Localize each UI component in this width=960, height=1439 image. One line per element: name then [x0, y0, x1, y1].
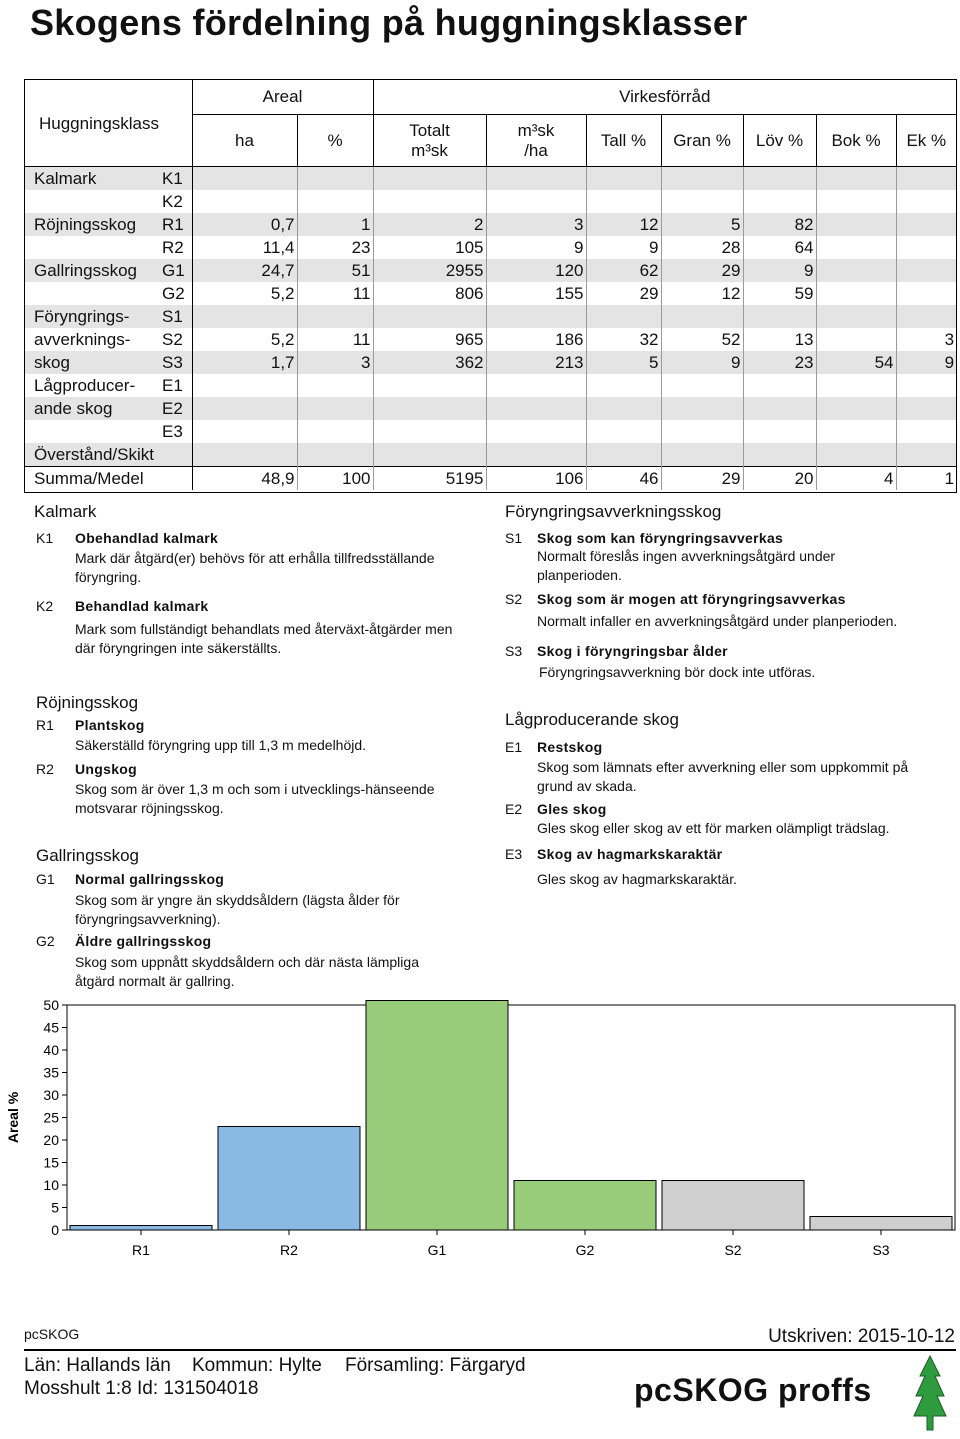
- tree-logo-icon: [912, 1354, 948, 1434]
- cell-tot: [373, 443, 486, 467]
- def-text-line: föryngring.: [75, 569, 142, 585]
- bar-S2: [662, 1181, 804, 1231]
- row-label: ande skog: [25, 397, 162, 420]
- cell-ek: [896, 282, 956, 305]
- table-row: [25, 374, 956, 397]
- footer-brand: pcSKOG: [24, 1326, 80, 1342]
- cell-pct: 11: [297, 282, 373, 305]
- def-title: Skog som kan föryngringsavverkas: [537, 530, 784, 546]
- y-tick-label: 0: [51, 1222, 59, 1238]
- cell-bok: [816, 282, 896, 305]
- bar-G1: [366, 1001, 508, 1231]
- cell-ha: [192, 167, 297, 191]
- cell-ek: [896, 397, 956, 420]
- cell-m3ha: 155: [486, 282, 586, 305]
- cell-tall: [586, 397, 661, 420]
- row-code: G2: [162, 282, 192, 305]
- header-ek: Ek %: [896, 115, 956, 167]
- cell-ha: 11,4: [192, 236, 297, 259]
- cell-tall: [586, 374, 661, 397]
- cell-m3ha: 106: [486, 467, 586, 491]
- def-text: Säkerställd föryngring upp till 1,3 m medelhöjd.: [75, 737, 367, 753]
- cell-bok: [816, 167, 896, 191]
- cell-ha: [192, 305, 297, 328]
- cell-ha: 1,7: [192, 351, 297, 374]
- def-text-line: föryngringsavverkning).: [75, 911, 221, 927]
- cell-gran: 29: [661, 467, 743, 491]
- def-text: [75, 620, 452, 658]
- row-code: G1: [162, 259, 192, 282]
- table-row: [25, 282, 956, 305]
- cell-gran: 29: [661, 259, 743, 282]
- cell-bok: 4: [816, 467, 896, 491]
- def-text: [537, 547, 835, 585]
- cell-gran: [661, 374, 743, 397]
- bar-S3: [810, 1217, 952, 1231]
- def-text: Normalt infaller en avverkningsåtgärd under planperioden.: [537, 613, 898, 629]
- row-label: [25, 190, 162, 213]
- row-code: S3: [162, 351, 192, 374]
- cell-pct: [297, 374, 373, 397]
- header-m3ha-line2: /ha: [524, 140, 548, 160]
- def-text-line: Skog som är yngre än skyddsåldern (lägsta ålder för: [75, 892, 400, 908]
- def-text: [75, 891, 400, 929]
- section-rojning-heading: Röjningsskog: [36, 693, 139, 712]
- def-text-line: grund av skada.: [537, 778, 637, 794]
- section-foryngring-heading: Föryngringsavverkningsskog: [505, 502, 722, 521]
- cell-lov: [743, 420, 816, 443]
- cell-bok: [816, 259, 896, 282]
- cell-ha: [192, 190, 297, 213]
- cell-m3ha: 9: [486, 236, 586, 259]
- areal-bar-chart: [0, 995, 960, 1265]
- def-code: E3: [505, 846, 523, 862]
- row-label: Röjningsskog: [25, 213, 162, 236]
- def-text-line: Skog som uppnått skyddsåldern och där nästa lämpliga: [75, 954, 419, 970]
- def-text-line: där föryngringen inte säkerställts.: [75, 640, 282, 656]
- cell-bok: [816, 420, 896, 443]
- footer-forsamling: Församling: Färgaryd: [345, 1355, 526, 1376]
- def-text: Gles skog av hagmarkskaraktär.: [537, 871, 737, 887]
- cell-gran: 5: [661, 213, 743, 236]
- row-code: [162, 467, 192, 491]
- cell-gran: 28: [661, 236, 743, 259]
- cell-tot: 362: [373, 351, 486, 374]
- table-body: [25, 167, 956, 491]
- cell-lov: 20: [743, 467, 816, 491]
- y-tick-label: 5: [51, 1199, 59, 1216]
- footer-lan: Län: Hallands län: [24, 1355, 171, 1376]
- cell-tot: [373, 397, 486, 420]
- cell-m3ha: [486, 420, 586, 443]
- cell-pct: 3: [297, 351, 373, 374]
- def-code: E2: [505, 801, 523, 817]
- cell-lov: [743, 305, 816, 328]
- cell-m3ha: [486, 443, 586, 467]
- cell-ha: [192, 420, 297, 443]
- def-text: [75, 953, 419, 991]
- def-text-line: åtgärd normalt är gallring.: [75, 973, 235, 989]
- cell-tall: 32: [586, 328, 661, 351]
- cell-gran: 52: [661, 328, 743, 351]
- cell-m3ha: 120: [486, 259, 586, 282]
- cell-m3ha: [486, 305, 586, 328]
- cell-ek: [896, 213, 956, 236]
- row-label: Gallringsskog: [25, 259, 162, 282]
- cell-pct: 51: [297, 259, 373, 282]
- footer-printed-date: Utskriven: 2015-10-12: [768, 1326, 955, 1347]
- def-text: [75, 780, 435, 818]
- row-code: R2: [162, 236, 192, 259]
- table-row: [25, 213, 956, 236]
- def-text: Föryngringsavverkning bör dock inte utföras.: [539, 664, 816, 680]
- cell-bok: [816, 397, 896, 420]
- row-label: Kalmark: [25, 167, 162, 191]
- cell-tall: 62: [586, 259, 661, 282]
- row-label: [25, 420, 162, 443]
- cell-gran: [661, 305, 743, 328]
- cell-pct: 100: [297, 467, 373, 491]
- cell-bok: 54: [816, 351, 896, 374]
- cell-m3ha: [486, 397, 586, 420]
- cell-bok: [816, 328, 896, 351]
- cell-gran: [661, 190, 743, 213]
- cell-ha: 48,9: [192, 467, 297, 491]
- y-tick-label: 20: [43, 1132, 59, 1148]
- def-text: [75, 549, 435, 587]
- def-code: G2: [36, 933, 55, 949]
- section-kalmark-heading: Kalmark: [34, 502, 97, 521]
- header-gran: Gran %: [661, 115, 743, 167]
- cell-bok: [816, 374, 896, 397]
- def-code: R1: [36, 717, 54, 733]
- def-code: E1: [505, 739, 523, 755]
- table-row: [25, 328, 956, 351]
- plot-area: [67, 1005, 955, 1230]
- cell-pct: [297, 443, 373, 467]
- table-row: [25, 467, 956, 491]
- cell-m3ha: 186: [486, 328, 586, 351]
- cell-ek: 1: [896, 467, 956, 491]
- cell-ek: [896, 443, 956, 467]
- cell-ek: [896, 190, 956, 213]
- def-title: Restskog: [537, 739, 603, 755]
- y-tick-label: 35: [43, 1064, 59, 1081]
- header-huggningsklass: Huggningsklass: [25, 80, 192, 167]
- cell-m3ha: [486, 167, 586, 191]
- cell-tot: 806: [373, 282, 486, 305]
- cell-bok: [816, 236, 896, 259]
- cell-tall: [586, 443, 661, 467]
- def-title: Obehandlad kalmark: [75, 530, 219, 546]
- cell-lov: [743, 397, 816, 420]
- cell-gran: [661, 420, 743, 443]
- header-m3ha: [486, 115, 586, 167]
- def-text-line: Skog som är över 1,3 m och som i utvecklings-hänseende: [75, 781, 435, 797]
- def-text: [537, 758, 908, 796]
- header-totalt-line1: Totalt: [409, 120, 450, 140]
- cell-m3ha: 3: [486, 213, 586, 236]
- cell-lov: 9: [743, 259, 816, 282]
- cell-lov: 82: [743, 213, 816, 236]
- header-totalt: [373, 115, 486, 167]
- y-tick-label: 40: [43, 1042, 59, 1058]
- cell-bok: [816, 190, 896, 213]
- cell-tot: 2955: [373, 259, 486, 282]
- def-title: Skog i föryngringsbar ålder: [537, 643, 728, 659]
- cell-tall: 29: [586, 282, 661, 305]
- row-code: E2: [162, 397, 192, 420]
- footer-estate: Mosshult 1:8 Id: 131504018: [24, 1378, 259, 1399]
- def-text-line: Mark där åtgärd(er) behövs för att erhålla tillfredsställande: [75, 550, 435, 566]
- cell-ha: [192, 397, 297, 420]
- cell-pct: [297, 420, 373, 443]
- cell-lov: [743, 443, 816, 467]
- cell-tot: [373, 305, 486, 328]
- def-title: Äldre gallringsskog: [75, 933, 212, 949]
- cell-pct: 23: [297, 236, 373, 259]
- header-totalt-line2: m³sk: [411, 140, 448, 160]
- def-title: Skog av hagmarkskaraktär: [537, 846, 723, 862]
- row-code: E3: [162, 420, 192, 443]
- def-text-line: planperioden.: [537, 567, 622, 583]
- y-tick-label: 15: [43, 1154, 59, 1171]
- cell-pct: 11: [297, 328, 373, 351]
- x-tick-label: R2: [280, 1242, 298, 1258]
- table-row: [25, 397, 956, 420]
- table-row: [25, 351, 956, 374]
- cell-m3ha: [486, 374, 586, 397]
- cell-m3ha: [486, 190, 586, 213]
- def-title: Normal gallringsskog: [75, 871, 225, 887]
- cell-lov: 13: [743, 328, 816, 351]
- header-tall: Tall %: [586, 115, 661, 167]
- table-row: [25, 167, 956, 191]
- y-tick-label: 30: [43, 1087, 59, 1103]
- row-label: [25, 282, 162, 305]
- cell-ek: [896, 236, 956, 259]
- cell-tot: 2: [373, 213, 486, 236]
- def-code: R2: [36, 761, 54, 777]
- cell-ek: [896, 374, 956, 397]
- def-text-line: Mark som fullständigt behandlats med återväxt-åtgärder men: [75, 621, 453, 637]
- x-tick-label: R1: [132, 1242, 150, 1258]
- row-code: R1: [162, 213, 192, 236]
- bar-G2: [514, 1181, 656, 1231]
- header-areal: Areal: [192, 80, 373, 115]
- cell-tall: [586, 167, 661, 191]
- table-row: [25, 305, 956, 328]
- def-code: K1: [36, 530, 54, 546]
- def-code: S1: [505, 530, 523, 546]
- header-virkesforrad: Virkesförråd: [373, 80, 956, 115]
- header-m3ha-line1: m³sk: [517, 120, 555, 140]
- def-title: Behandlad kalmark: [75, 598, 209, 614]
- row-label: avverknings-: [25, 328, 162, 351]
- cell-pct: [297, 305, 373, 328]
- def-code: S2: [505, 591, 523, 607]
- cell-ha: [192, 443, 297, 467]
- page-title: Skogens fördelning på huggningsklasser: [30, 2, 748, 43]
- pcskog-proffs-logo: pcSKOG proffs: [634, 1372, 872, 1408]
- x-tick-label: G2: [575, 1242, 595, 1258]
- cell-lov: 64: [743, 236, 816, 259]
- cell-gran: [661, 443, 743, 467]
- x-tick-label: G1: [427, 1242, 447, 1258]
- header-ha: ha: [192, 115, 297, 167]
- def-title: Plantskog: [75, 717, 145, 733]
- cell-gran: [661, 397, 743, 420]
- cell-tall: 46: [586, 467, 661, 491]
- cell-ek: [896, 305, 956, 328]
- header-pct: %: [297, 115, 373, 167]
- def-code: S3: [505, 643, 523, 659]
- cell-gran: [661, 167, 743, 191]
- table-row: [25, 236, 956, 259]
- bar-R2: [218, 1127, 360, 1231]
- cell-bok: [816, 213, 896, 236]
- cell-pct: 1: [297, 213, 373, 236]
- cell-tall: 5: [586, 351, 661, 374]
- def-text-line: Skog som lämnats efter avverkning eller som uppkommit på: [537, 759, 909, 775]
- def-code: G1: [36, 871, 55, 887]
- cell-tot: [373, 420, 486, 443]
- cell-ek: 9: [896, 351, 956, 374]
- forest-class-table: [24, 79, 957, 493]
- def-title: Gles skog: [537, 801, 607, 817]
- y-axis-label: Areal %: [5, 1091, 21, 1144]
- row-label: Föryngrings-: [25, 305, 162, 328]
- cell-tall: [586, 190, 661, 213]
- cell-ek: [896, 259, 956, 282]
- y-tick-label: 25: [43, 1109, 59, 1126]
- cell-pct: [297, 190, 373, 213]
- cell-tall: 12: [586, 213, 661, 236]
- table-row: [25, 190, 956, 213]
- cell-tall: [586, 420, 661, 443]
- cell-tot: 5195: [373, 467, 486, 491]
- row-code: E1: [162, 374, 192, 397]
- row-code: K1: [162, 167, 192, 191]
- cell-ha: 24,7: [192, 259, 297, 282]
- cell-lov: 59: [743, 282, 816, 305]
- table-row: [25, 259, 956, 282]
- row-label: [25, 236, 162, 259]
- def-title: Skog som är mogen att föryngringsavverkas: [537, 591, 846, 607]
- cell-lov: 23: [743, 351, 816, 374]
- section-gallring-heading: Gallringsskog: [36, 846, 139, 865]
- row-code: [162, 443, 192, 467]
- row-code: S2: [162, 328, 192, 351]
- cell-bok: [816, 443, 896, 467]
- cell-tot: [373, 374, 486, 397]
- y-tick-label: 45: [43, 1019, 59, 1036]
- cell-lov: [743, 190, 816, 213]
- x-tick-label: S3: [872, 1242, 890, 1258]
- def-code: K2: [36, 598, 54, 614]
- cell-tall: [586, 305, 661, 328]
- cell-tall: 9: [586, 236, 661, 259]
- cell-tot: 105: [373, 236, 486, 259]
- header-bok: Bok %: [816, 115, 896, 167]
- cell-ha: 0,7: [192, 213, 297, 236]
- footer-kommun: Kommun: Hylte: [192, 1355, 322, 1376]
- row-code: S1: [162, 305, 192, 328]
- cell-pct: [297, 397, 373, 420]
- row-label: Överstånd/Skikt: [25, 443, 162, 467]
- def-text-line: motsvarar röjningsskog.: [75, 800, 224, 816]
- cell-ek: [896, 420, 956, 443]
- cell-pct: [297, 167, 373, 191]
- y-tick-label: 10: [43, 1177, 59, 1193]
- cell-ha: 5,2: [192, 282, 297, 305]
- def-text: Gles skog eller skog av ett för marken olämpligt trädslag.: [537, 820, 890, 836]
- row-label: Lågproducer-: [25, 374, 162, 397]
- section-lagproducerande-heading: Lågproducerande skog: [505, 710, 679, 729]
- row-label: Summa/Medel: [25, 467, 162, 491]
- cell-tot: [373, 190, 486, 213]
- cell-ha: 5,2: [192, 328, 297, 351]
- cell-ek: 3: [896, 328, 956, 351]
- footer-divider: [24, 1349, 956, 1351]
- x-tick-label: S2: [724, 1242, 742, 1258]
- cell-bok: [816, 305, 896, 328]
- table: [25, 80, 956, 490]
- table-row: [25, 420, 956, 443]
- row-label: skog: [25, 351, 162, 374]
- bar-R1: [70, 1226, 212, 1231]
- cell-tot: 965: [373, 328, 486, 351]
- cell-ek: [896, 167, 956, 191]
- cell-lov: [743, 374, 816, 397]
- cell-lov: [743, 167, 816, 191]
- cell-tot: [373, 167, 486, 191]
- def-title: Ungskog: [75, 761, 137, 777]
- cell-m3ha: 213: [486, 351, 586, 374]
- def-text-line: Normalt föreslås ingen avverkningsåtgärd under: [537, 548, 836, 564]
- y-tick-label: 50: [43, 997, 59, 1013]
- cell-gran: 9: [661, 351, 743, 374]
- header-lov: Löv %: [743, 115, 816, 167]
- cell-ha: [192, 374, 297, 397]
- cell-gran: 12: [661, 282, 743, 305]
- row-code: K2: [162, 190, 192, 213]
- table-row: [25, 443, 956, 467]
